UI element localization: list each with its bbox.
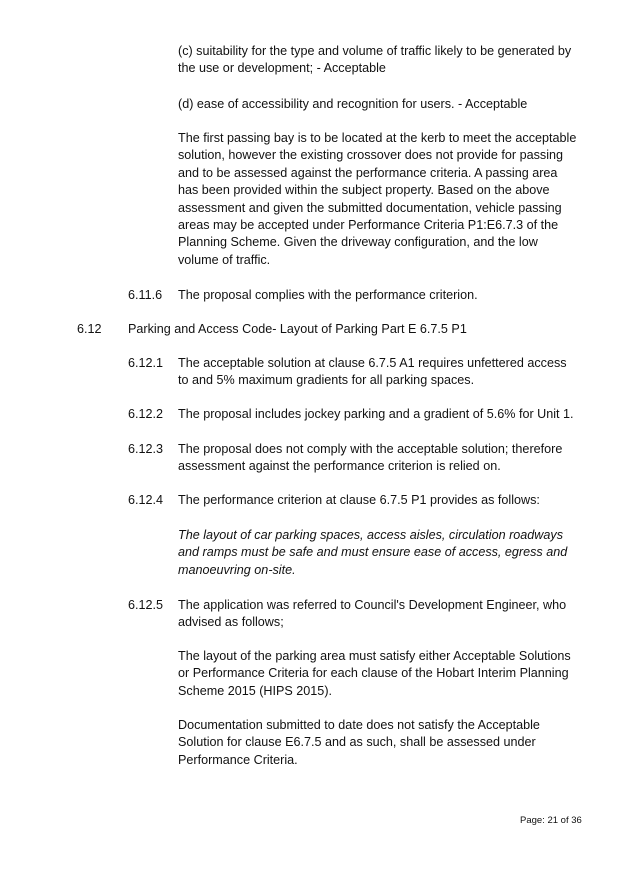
engineer-advice-1: The layout of the parking area must satisfy either Acceptable Solutions or Performance Criteria for each clause of the Hobart Interim Planning Scheme 2015 (HIPS 2015). — [178, 649, 571, 698]
item-text: The acceptable solution at clause 6.7.5 A1 requires unfettered access to and 5% maximum gradients for all parking spaces. — [178, 356, 567, 388]
item-number: 6.12.3 — [128, 442, 164, 456]
item-number: 6.12.4 — [128, 493, 164, 507]
section-number: 6.12 — [77, 322, 102, 336]
item-text: The proposal does not comply with the acceptable solution; therefore assessment against the performance criterion is relied on. — [178, 442, 563, 474]
page-number: Page: 21 of 36 — [520, 815, 582, 826]
paragraph-c: (c) suitability for the type and volume of traffic likely to be generated by the use or development; - Acceptable — [178, 44, 572, 76]
performance-criterion-quote: The layout of car parking spaces, access aisles, circulation roadways and ramps must be safe and must ensure ease of access, egress and manoeuvring on-site. — [178, 528, 568, 577]
engineer-advice-2: Documentation submitted to date does not satisfy the Acceptable Solution for clause E6.7.5 and as such, shall be assessed under Performance Criteria. — [178, 718, 540, 767]
item-text: The application was referred to Council's Development Engineer, who advised as follows; — [178, 598, 567, 630]
item-number: 6.12.2 — [128, 407, 164, 421]
item-text: The proposal complies with the performance criterion. — [178, 288, 478, 302]
item-number: 6.12.5 — [128, 598, 164, 612]
item-text: The performance criterion at clause 6.7.5 P1 provides as follows: — [178, 493, 540, 507]
paragraph-passing-bay: The first passing bay is to be located at the kerb to meet the acceptable solution, however the existing crossover does not provide for passing and to be assessed against the performance criteria. A passing area has been provided within the subject property. Based on the above assessment and given the submitted documentation, vehicle passing areas may be accepted under Performance Criteria P1:E6.7.3 of the Planning Scheme. Given the driveway configuration, and the low volume of traffic. — [178, 131, 577, 267]
section-title: Parking and Access Code- Layout of Parking Part E 6.7.5 P1 — [128, 322, 467, 336]
paragraph-d: (d) ease of accessibility and recognition for users. - Acceptable — [178, 97, 528, 111]
item-number: 6.12.1 — [128, 356, 164, 370]
item-text: The proposal includes jockey parking and a gradient of 5.6% for Unit 1. — [178, 407, 574, 421]
item-number: 6.11.6 — [128, 288, 163, 302]
